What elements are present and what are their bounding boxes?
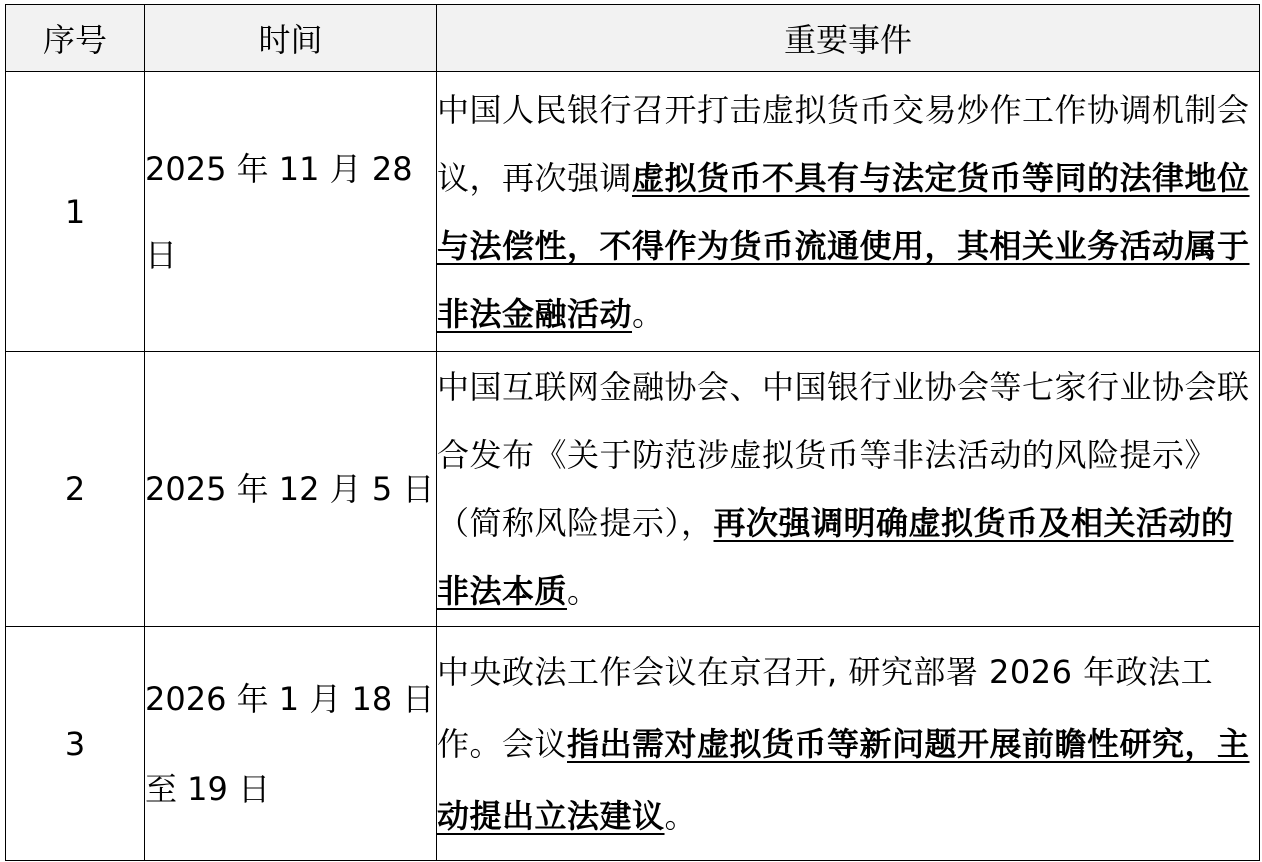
event-text: 中国人民银行召开打击虚拟货币交易炒作工作协调机制会议，再次强调 xyxy=(437,90,1250,197)
event-emphasis: 再次强调明确虚拟货币及相关活动的非法本质 xyxy=(437,504,1234,610)
events-table xyxy=(5,4,1260,861)
row-event xyxy=(437,352,1260,627)
table-row xyxy=(6,352,1260,627)
row-event xyxy=(437,72,1260,352)
table-row xyxy=(6,72,1260,352)
header-row xyxy=(6,5,1260,72)
event-tail: 。 xyxy=(632,294,665,333)
header-index: 序号 xyxy=(6,5,145,72)
row-index: 3 xyxy=(6,627,145,861)
event-emphasis: 虚拟货币不具有与法定货币等同的法律地位与法偿性，不得作为货币流通使用，其相关业务活动属于非法金融活动 xyxy=(437,158,1250,333)
event-emphasis: 指出需对虚拟货币等新问题开展前瞻性研究，主动提出立法建议 xyxy=(437,724,1250,835)
row-event xyxy=(437,627,1260,861)
header-event: 重要事件 xyxy=(437,5,1260,72)
event-text: 中央政法工作会议在京召开, 研究部署 2026 年政法工作。会议 xyxy=(437,652,1214,763)
event-text: 中国互联网金融协会、中国银行业协会等七家行业协会联合发布《关于防范涉虚拟货币等非法活动的风险提示》（简称风险提示）， xyxy=(437,368,1250,542)
row-time: 2025 年 12 月 5 日 xyxy=(145,352,437,627)
row-time: 2026 年 1 月 18 日至 19 日 xyxy=(145,627,437,861)
header-time: 时间 xyxy=(145,5,437,72)
row-index: 1 xyxy=(6,72,145,352)
table-row xyxy=(6,627,1260,861)
row-index: 2 xyxy=(6,352,145,627)
event-tail: 。 xyxy=(567,572,600,610)
event-tail: 。 xyxy=(664,796,698,835)
row-time: 2025 年 11 月 28 日 xyxy=(145,72,437,352)
